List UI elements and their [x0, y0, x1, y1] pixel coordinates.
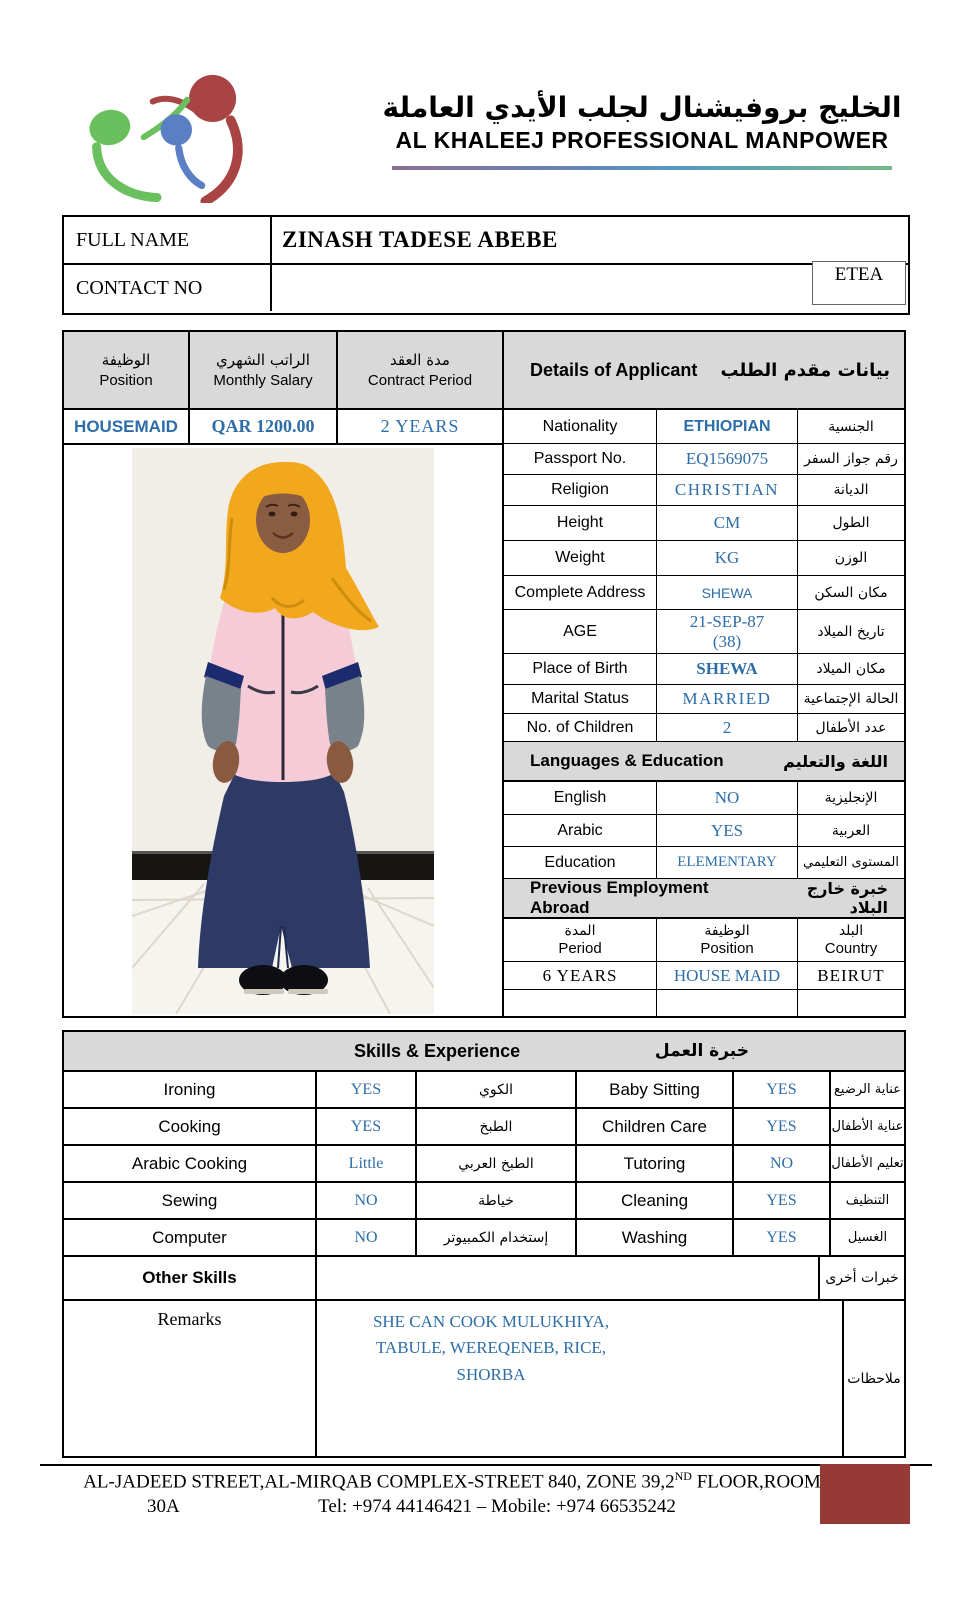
- detail-label-ar: تاريخ الميلاد: [817, 623, 885, 640]
- skill-label-ar: عناية الأطفال: [831, 1119, 904, 1134]
- employment-country: BEIRUT: [817, 965, 885, 985]
- skill-value: NO: [317, 1183, 417, 1218]
- footer-phones: Tel: +974 44146421 – Mobile: +974 66535242: [318, 1496, 676, 1518]
- education-label-en: Education: [504, 847, 657, 878]
- offer-header: [64, 332, 502, 410]
- employment-period: 6 YEARS: [504, 962, 657, 989]
- details-header: [504, 332, 904, 410]
- header-titles: [258, 55, 906, 205]
- detail-label-ar: مكان الميلاد: [816, 661, 886, 677]
- skills-header-ar: خبرة العمل: [654, 1041, 749, 1061]
- language-row-arabic: [504, 815, 904, 847]
- employment-position: HOUSE MAID: [657, 962, 798, 989]
- detail-label-ar: الوزن: [834, 550, 868, 566]
- detail-label-ar: الطول: [832, 515, 870, 531]
- main-table: [62, 330, 906, 1018]
- birth-date: 21-SEP-87: [689, 611, 765, 631]
- gradient-divider: [392, 166, 892, 170]
- agency-code-box: ETEA: [812, 261, 906, 305]
- skill-label-ar: التنظيف: [845, 1193, 890, 1208]
- other-skills-value: [317, 1257, 820, 1299]
- skill-label-en: Ironing: [64, 1072, 317, 1107]
- language-label-en: English: [504, 782, 657, 814]
- detail-value: CM: [657, 506, 798, 540]
- education-row: [504, 847, 904, 879]
- footer-address-part1: AL-JADEED STREET,AL-MIRQAB COMPLEX-STREET 840, ZONE 39,2: [83, 1471, 675, 1493]
- employment-row-empty: [504, 990, 904, 1016]
- remarks-row: [64, 1301, 904, 1456]
- salary-value: QAR 1200.00: [190, 410, 338, 443]
- skill-value: YES: [734, 1109, 831, 1144]
- full-name-value: ZINASH TADESE ABEBE: [282, 227, 558, 252]
- footer: [62, 1469, 842, 1518]
- education-label-ar: المستوى التعليمي: [803, 855, 899, 870]
- skill-row: [64, 1109, 904, 1146]
- period-header-ar: المدة: [564, 923, 596, 939]
- country-header-en: Country: [824, 940, 878, 957]
- language-value: NO: [657, 782, 798, 814]
- detail-label-en: Place of Birth: [504, 654, 657, 684]
- position-label-ar: الوظيفة: [101, 351, 151, 369]
- country-column-header: [798, 919, 904, 961]
- footer-address-ordinal: ND: [674, 1469, 692, 1483]
- skill-label-en: Cleaning: [577, 1183, 734, 1218]
- detail-row-children: [504, 714, 904, 742]
- detail-label-ar: مكان السكن: [814, 584, 888, 601]
- footer-room: 30A: [147, 1496, 180, 1518]
- remarks-label-ar: ملاحظات: [847, 1370, 901, 1387]
- detail-value: 2: [657, 714, 798, 741]
- skill-value: Little: [317, 1146, 417, 1181]
- period-header-en: Period: [558, 940, 602, 957]
- skill-label-en: Sewing: [64, 1183, 317, 1218]
- detail-row-nationality: [504, 410, 904, 444]
- full-name-label: FULL NAME: [64, 217, 272, 263]
- other-skills-row: [64, 1257, 904, 1301]
- position-label-en: Position: [99, 372, 153, 389]
- skill-label-ar: خياطة: [417, 1183, 577, 1218]
- skill-value: YES: [317, 1109, 417, 1144]
- skill-label-en: Computer: [64, 1220, 317, 1255]
- detail-label-en: Marital Status: [504, 685, 657, 713]
- detail-value: ETHIOPIAN: [657, 410, 798, 443]
- detail-label-en: Height: [504, 506, 657, 540]
- skill-label-ar: تعليم الأطفال: [831, 1156, 904, 1171]
- detail-row-birthplace: [504, 654, 904, 685]
- skill-value: YES: [734, 1220, 831, 1255]
- detail-row-marital: [504, 685, 904, 714]
- applicant-photo: [132, 448, 434, 1014]
- detail-value: SHEWA: [657, 654, 798, 684]
- contact-label: CONTACT NO: [64, 265, 272, 311]
- language-label-ar: العربية: [831, 822, 871, 839]
- detail-label-ar: الجنسية: [828, 418, 874, 435]
- details-pane: [504, 332, 904, 1016]
- skill-label-en: Washing: [577, 1220, 734, 1255]
- position-header-ar: الوظيفة: [704, 923, 750, 939]
- contract-label-ar: مدة العقد: [390, 351, 450, 369]
- detail-row-age: [504, 610, 904, 654]
- footer-address-part2: FLOOR,ROOM: [691, 1471, 821, 1493]
- detail-row-address: [504, 576, 904, 610]
- detail-value: [657, 610, 798, 653]
- remarks-line: SHE CAN COOK MULUKHIYA,: [372, 1312, 610, 1331]
- skill-label-ar: الطبخ: [417, 1109, 577, 1144]
- languages-header: [504, 742, 904, 782]
- detail-label-en: AGE: [504, 610, 657, 653]
- skills-header: [64, 1032, 904, 1072]
- details-header-ar: بيانات مقدم الطلب: [720, 359, 890, 381]
- remarks-label: Remarks: [64, 1301, 317, 1456]
- position-header: [64, 332, 190, 408]
- detail-row-weight: [504, 541, 904, 576]
- salary-header: [190, 332, 338, 408]
- skill-label-en: Baby Sitting: [577, 1072, 734, 1107]
- agency-title-arabic: الخليج بروفيشنال لجلب الأيدي العاملة: [382, 91, 902, 124]
- language-row-english: [504, 782, 904, 815]
- detail-row-religion: [504, 475, 904, 506]
- skill-value: YES: [317, 1072, 417, 1107]
- detail-label-en: Passport No.: [504, 444, 657, 474]
- skills-table: [62, 1030, 906, 1458]
- salary-label-ar: الراتب الشهري: [216, 351, 310, 369]
- skill-label-en: Children Care: [577, 1109, 734, 1144]
- remarks-line: SHORBA: [456, 1364, 526, 1384]
- agency-logo-icon: [68, 55, 258, 203]
- employment-header-en: Previous Employment Abroad: [530, 878, 709, 917]
- skill-value: NO: [734, 1146, 831, 1181]
- skill-label-ar: عناية الرضيع: [834, 1082, 901, 1097]
- details-header-en: Details of Applicant: [530, 359, 698, 380]
- age-years: (38): [712, 631, 742, 651]
- offer-pane: [64, 332, 504, 1016]
- full-name-row: [64, 217, 908, 265]
- detail-label-ar: الديانة: [833, 482, 869, 498]
- language-label-en: Arabic: [504, 815, 657, 846]
- employment-header-ar: خبرة خارج البلاد: [806, 879, 888, 917]
- name-table: [62, 215, 910, 315]
- skill-label-en: Tutoring: [577, 1146, 734, 1181]
- skills-header-en: Skills & Experience: [354, 1040, 521, 1061]
- skill-label-ar: الكوي: [417, 1072, 577, 1107]
- skill-label-en: Arabic Cooking: [64, 1146, 317, 1181]
- skill-label-ar: الغسيل: [847, 1230, 888, 1245]
- contract-label-en: Contract Period: [367, 372, 473, 389]
- skill-row: [64, 1183, 904, 1220]
- skill-label-ar: الطبخ العربي: [417, 1146, 577, 1181]
- contract-value: 2 YEARS: [380, 416, 460, 436]
- skill-label-en: Cooking: [64, 1109, 317, 1144]
- detail-label-ar: الحالة الإجتماعية: [803, 691, 899, 707]
- agency-title-english: AL KHALEEJ PROFESSIONAL MANPOWER: [395, 127, 889, 153]
- employment-country: [798, 990, 904, 1016]
- skill-value: YES: [734, 1072, 831, 1107]
- detail-row-height: [504, 506, 904, 541]
- contact-row: [64, 265, 908, 311]
- detail-value: CHRISTIAN: [657, 475, 798, 505]
- detail-value: EQ1569075: [657, 444, 798, 474]
- skill-row: [64, 1072, 904, 1109]
- languages-header-en: Languages & Education: [530, 751, 724, 770]
- footer-contact-line: [62, 1496, 842, 1518]
- skill-value: NO: [317, 1220, 417, 1255]
- employment-position: [657, 990, 798, 1016]
- offer-values: [64, 410, 502, 445]
- detail-label-en: No. of Children: [504, 714, 657, 741]
- header: [62, 55, 906, 205]
- photo-cell: [64, 445, 502, 1016]
- education-value: ELEMENTARY: [657, 847, 798, 878]
- detail-label-ar: رقم جواز السفر: [804, 451, 898, 467]
- employment-row: [504, 962, 904, 990]
- detail-label-en: Religion: [504, 475, 657, 505]
- other-skills-label-ar: خبرات أخرى: [825, 1270, 899, 1286]
- detail-label-en: Complete Address: [504, 576, 657, 609]
- detail-value: SHEWA: [657, 576, 798, 609]
- skill-row: [64, 1220, 904, 1257]
- contract-header: [338, 332, 502, 408]
- position-header-en: Position: [700, 940, 754, 957]
- detail-label-ar: عدد الأطفال: [815, 719, 887, 736]
- remarks-content: [317, 1301, 844, 1456]
- footer-divider: [40, 1464, 932, 1466]
- skill-label-ar: إستخدام الكمبيوتر: [417, 1220, 577, 1255]
- period-column-header: [504, 919, 657, 961]
- employment-header: [504, 879, 904, 919]
- detail-row-passport: [504, 444, 904, 475]
- footer-address: [62, 1469, 842, 1493]
- detail-value: MARRIED: [657, 685, 798, 713]
- detail-value: KG: [657, 541, 798, 575]
- language-value: YES: [657, 815, 798, 846]
- position-value: HOUSEMAID: [64, 410, 190, 443]
- detail-label-en: Weight: [504, 541, 657, 575]
- employment-columns-row: [504, 919, 904, 962]
- languages-header-ar: اللغة والتعليم: [783, 751, 888, 771]
- employment-period: [504, 990, 657, 1016]
- detail-label-en: Nationality: [504, 410, 657, 443]
- salary-label-en: Monthly Salary: [213, 372, 313, 389]
- other-skills-label: Other Skills: [64, 1257, 317, 1299]
- remarks-line: TABULE, WEREQENEB, RICE,: [375, 1338, 607, 1358]
- position-column-header: [657, 919, 798, 961]
- language-label-ar: الإنجليزية: [824, 790, 878, 806]
- country-header-ar: البلد: [838, 923, 864, 939]
- skill-row: [64, 1146, 904, 1183]
- skill-value: YES: [734, 1183, 831, 1218]
